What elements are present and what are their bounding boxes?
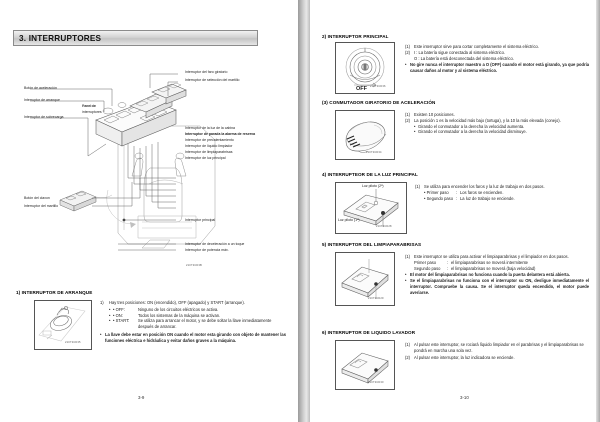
bullet-key: • START: [113,318,130,324]
callout-switch-panel-line2: interruptores [82,110,102,114]
step-key: Segundo paso [414,265,441,271]
figure-start-switch [34,300,92,350]
figure-code-main-light-switch: 21073CD28 [376,225,392,228]
washer-switch-drawing [336,341,394,389]
switch-layout-illustration [0,48,298,283]
item-text: Este interruptor sirve para cortar completamente el sistema eléctrico. [414,44,539,49]
item-text: O : La batería está desconectada del sistema eléctrico. [414,55,514,61]
bullet-dot: • [414,123,416,129]
callout-start-switch: Interruptor de arranque [24,98,60,102]
figure-code-main-switch: 21073CD36 [370,85,386,88]
warning-text: No gire nunca el interruptor maestro a O (OFF) cuando el motor está girando, ya que podría causar daños al motor y al sistema eléctrico. [410,62,589,74]
body-main-switch [405,44,589,74]
heading-main-switch: 2) INTERRUPTOR PRINCIPAL [322,34,389,39]
book-gutter [298,0,310,422]
bullet-text: Los faros se encienden. [460,189,504,195]
item-number: (1) [405,44,411,49]
callout-cabin-light-switch: Interruptor de la luz de la cabina [185,126,236,130]
heading-accel-dial: (3) CONMUTADOR GIRATORIO DE ACELERACIÓN [322,100,436,105]
heading-washer-switch: 6) INTERRUPTOR DE LIQUIDO LAVADOR [322,330,416,335]
callout-accel-button: Botón de aceleración [24,86,57,90]
callout-main-light-switch: Interruptor de luz principal [185,156,226,160]
main-light-switch-drawing [336,183,406,233]
item-text: Este interruptor se utiliza para activar el limpiaparabrisas y el limpiador en dos pasos. [414,254,569,259]
accel-dial-drawing [336,111,394,159]
heading-start-switch: 1) INTERRUPTOR DE ARRANQUE [16,290,93,295]
bullet-text: Girando el conmutador a la derecha la velocidad disminuye. [418,129,527,135]
item-number: (2) [405,49,411,55]
step-sep: : [447,259,449,265]
callout-one-touch-decel-switch: Interruptor de deceleración a un toque [185,242,245,246]
item-number: (2) [405,117,411,123]
list-item [405,342,589,354]
figure-label-pilot-light-2: Luz piloto (2ª) [362,184,384,188]
switch-panel-detail [96,83,186,146]
cab-interior-drawing [0,48,298,283]
bullet-key: • Segundo paso [424,195,453,201]
list-item [405,355,589,361]
warning-text: Se el limpiaparabrisas no funciona con el interruptor su ON, desligue inmediatamente el interruptor. Compruebe la causa. Se el interruptor queda encendido, el motor puede averiarse. [410,278,589,295]
figure-label-pilot-light-1: Luz piloto (1ª) [338,218,360,222]
step-text: el limpiaparabrisas se moverá intermitente [451,259,528,265]
bullet-sep: : [456,195,458,201]
item-text: Al pulsar este interruptor, la luz indicadora se enciende. [414,354,515,360]
bullet-dot: • [109,312,111,318]
wiper-switch-drawing [336,253,394,305]
section-title-bar [13,30,258,46]
callout-horn-button: Botón del claxon [24,196,50,200]
step-text: el limpiaparabrisas se moverá (baja velocidad) [451,265,536,271]
figure-code-start-switch: 21073CD35 [65,341,81,344]
right-page [310,0,600,422]
section-title: 3. INTERRUPTORES [19,33,102,43]
figure-main-light-switch [335,182,407,234]
warning-text: El motor del limpiaparabrisas no funciona cuando la puerta delantera está abierta. [410,272,570,278]
heading-wiper-switch: 5) INTERRUPTOR DEL LIMPIAPARABRISAS [322,242,422,247]
list-item [109,318,286,330]
item-text: Al pulsar este interruptor, se rociará líquido limpiador en el parabrisas y el limpiaparabrisas se pondrá en marcha una sola vez. [414,342,584,353]
item-text: La posición 1 es la velocidad más bajo (tortuga), y la 10 la más elevada (conejo). [414,117,561,123]
heading-main-light-switch: 4) INTERRUPTEOR DE LA LUZ PRINCIPAL [322,172,418,177]
bullet-key: • Primer paso [424,189,449,195]
bullet-key: • ON: [113,312,123,318]
callout-switch-panel-line1: Panel de [82,104,96,108]
bullet-dot: • [405,278,407,284]
pedal-detail [60,191,112,211]
callout-hammer-selection-switch: Interruptor de selección del martillo [185,78,240,82]
list-item [414,266,589,272]
item-number: (2) [405,354,411,360]
bullet-text: Girando el conmutador a la derecha la velocidad aumenta. [418,123,525,129]
bullet-dot: • [100,332,102,338]
list-item [414,129,589,135]
bullet-text: Se utiliza para arrancar el motor, y se debe soltar la llave inmediatamente después de arrancar. [138,318,272,330]
figure-main-switch [335,42,395,94]
bullet-sep: : [456,189,458,195]
callout-max-power-switch: Interruptor de potencia máx. [185,248,229,252]
bullet-dot: • [405,62,407,68]
callout-preheat-switch: Interruptor de precalentamiento [185,138,234,142]
callout-reserve-alarm-stop-switch: Interruptor de parada la alarma de reserva [185,132,256,136]
figure-code-washer-switch: 21073CD30 [368,381,384,384]
item-number: (1) [405,254,411,259]
item-number: 1) [100,300,104,305]
item-text: I : La batería sigue conectada al sistema eléctrico. [414,49,506,55]
bullet-text: La luz de trabajo se enciende. [460,195,515,201]
warning-note [405,278,589,295]
callout-overload-switch: Interruptor de sobrecarga [24,115,64,119]
figure-washer-switch [335,340,395,390]
body-washer-switch [405,342,589,360]
bullet-dot: • [405,272,407,278]
body-accel-dial [405,112,589,135]
figure-code-wiper-switch: 21073CD29 [368,297,384,300]
left-page [0,0,298,422]
figure-wiper-switch [335,252,395,306]
callout-washer-fluid-switch: Interruptor de líquido limpiador [185,144,233,148]
callout-hammer-switch: Interruptor del martillo [24,204,59,208]
list-item [405,56,589,62]
item-number [405,56,414,62]
callout-wiper-switch: Interruptor de limpiaparabrisas [185,150,233,154]
step-sep: : [447,265,449,271]
warning-note [405,62,589,74]
diagram-code: 21073CD3B [186,264,202,267]
bullet-key: • OFF: [113,306,125,312]
item-text: Existen 10 posiciones. [414,112,455,117]
list-item [100,300,286,306]
figure-accel-dial [335,110,395,160]
bullet-text: Ninguno de los circuitos eléctricos se activa. [138,306,219,312]
warning-note [100,332,286,344]
body-main-light-switch [415,184,589,201]
bullet-dot: • [414,129,416,135]
page-number-left: 3-9 [138,395,145,400]
warning-text: La llave debe estar en posición ON cuando el motor esta girando con objeto de mantener las funciones eléctrica e hidráulica y evitar daños graves a la máquina. [105,332,286,343]
callout-rotating-beacon-switch: Interruptor del faro giratorio [185,70,228,74]
item-text: Se utiliza para encender los faros y la luz de trabajo en dos pasos. [424,184,545,189]
svg-text:OFF: OFF [356,86,367,92]
bullet-text: Todos los sistemas de la máquina se activan. [138,312,221,318]
list-item [424,196,589,202]
bullet-dot: • [109,318,111,324]
callout-main-switch: Interruptor principal [185,218,216,222]
body-start-switch [100,300,286,344]
start-switch-drawing [35,301,91,349]
page-number-right: 3-10 [460,395,469,400]
body-wiper-switch [405,254,589,296]
item-number: (1) [415,184,421,189]
item-number: (1) [405,342,411,347]
bullet-dot: • [109,306,111,312]
step-key: Primer paso [414,259,437,265]
item-number: (1) [405,112,411,117]
item-text: Hay tres posiciones: ON (encendido), OFF (apagado) y START (arranque). [109,300,245,305]
figure-code-accel-dial: 21073CD34 [366,151,382,154]
